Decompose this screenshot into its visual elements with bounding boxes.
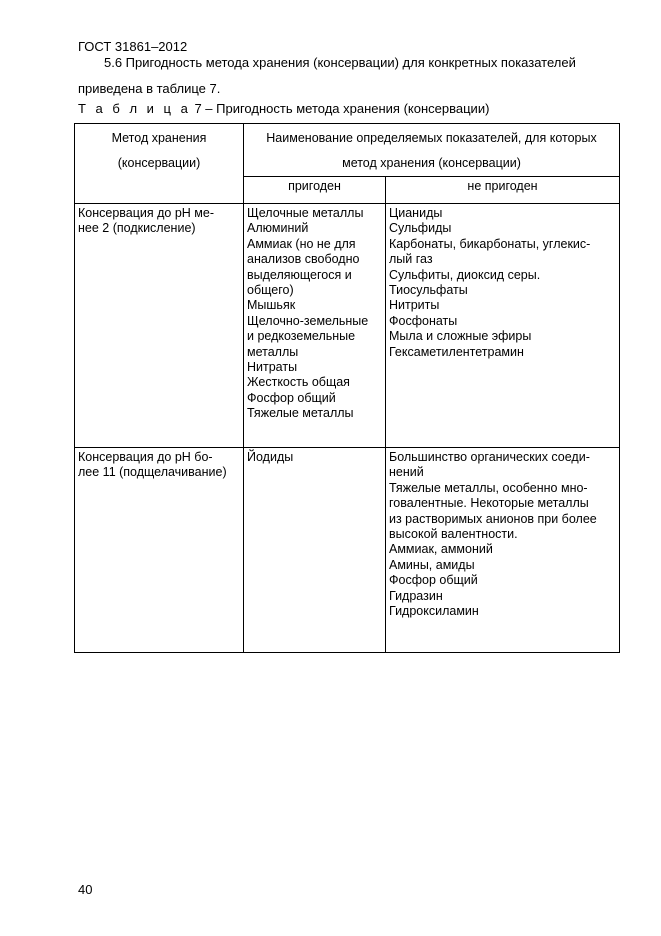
cell-line: Нитриты xyxy=(389,298,440,313)
cell-line: Нитраты xyxy=(247,360,298,375)
intro-line-2: приведена в таблице 7. xyxy=(78,81,221,96)
header-names-text xyxy=(244,124,619,176)
table-row xyxy=(75,448,620,653)
row-suitable-cell xyxy=(244,204,386,448)
row-suitable xyxy=(244,204,385,422)
cell-line: Мыла и сложные эфиры xyxy=(389,329,532,344)
cell-line: высокой валентности. xyxy=(389,527,518,542)
table-header-row xyxy=(75,124,620,177)
cell-line: Йодиды xyxy=(247,450,294,464)
row-unsuitable xyxy=(386,448,619,619)
header-names xyxy=(244,124,620,177)
cell-line: Карбонаты, бикарбонаты, углекис- xyxy=(389,236,591,251)
table-caption xyxy=(78,101,489,116)
header-names-line: Наименование определяемых показателей, для которых xyxy=(266,131,597,145)
cell-line: выделяющегося и xyxy=(247,267,352,282)
cell-line: Щелочные металлы xyxy=(247,206,364,220)
cell-line: лее 11 (подщелачивание) xyxy=(78,465,227,480)
cell-line: общего) xyxy=(247,283,294,298)
row-unsuitable xyxy=(386,204,619,360)
cell-line: Амины, амиды xyxy=(389,557,475,572)
cell-line: Мышьяк xyxy=(247,298,296,313)
header-unsuitable-text: не пригоден xyxy=(467,179,538,193)
caption-label: Т а б л и ц а xyxy=(78,101,191,116)
header-unsuitable xyxy=(386,177,620,204)
cell-line: Сульфиты, диоксид серы. xyxy=(389,267,541,282)
caption-text: – Пригодность метода хранения (консервации) xyxy=(205,101,490,116)
row-unsuitable-cell xyxy=(386,204,620,448)
cell-line: Цианиды xyxy=(389,206,443,220)
row-suitable xyxy=(244,448,385,465)
header-suitable xyxy=(244,177,386,204)
page-number: 40 xyxy=(78,882,93,897)
cell-line: Консервация до рН ме- xyxy=(78,206,215,220)
cell-line: металлы xyxy=(247,344,299,359)
cell-line: Фосфонаты xyxy=(389,313,458,328)
cell-line: Гексаметилентетрамин xyxy=(389,344,524,359)
header-method-line: Метод хранения xyxy=(111,131,207,145)
suitability-table xyxy=(74,123,620,653)
intro-line-1: 5.6 Пригодность метода хранения (консервации) для конкретных показателей xyxy=(104,55,576,70)
header-method-line: (консервации) xyxy=(117,156,201,170)
cell-line: Щелочно-земельные xyxy=(247,313,369,328)
cell-line: Гидроксиламин xyxy=(389,604,479,619)
cell-line: Тяжелые металлы, особенно мно- xyxy=(389,480,588,495)
row-method xyxy=(75,448,243,481)
cell-line: Гидразин xyxy=(389,588,443,603)
row-method xyxy=(75,204,243,237)
cell-line: Фосфор общий xyxy=(247,390,336,405)
header-names-line: метод хранения (консервации) xyxy=(342,156,521,170)
header-method-text xyxy=(75,124,243,176)
row-method-cell xyxy=(75,204,244,448)
table-row xyxy=(75,204,620,448)
cell-line: лый газ xyxy=(389,252,433,267)
cell-line: из растворимых анионов при более xyxy=(389,511,597,526)
cell-line: Жесткость общая xyxy=(247,375,350,390)
cell-line: Фосфор общий xyxy=(389,573,478,588)
cell-line: Тяжелые металлы xyxy=(247,406,354,421)
cell-line: нее 2 (подкисление) xyxy=(78,221,196,236)
cell-line: и редкоземельные xyxy=(247,329,356,344)
document-header: ГОСТ 31861–2012 xyxy=(78,39,188,54)
row-unsuitable-cell xyxy=(386,448,620,653)
cell-line: Алюминий xyxy=(247,221,309,236)
row-suitable-cell xyxy=(244,448,386,653)
row-method-cell xyxy=(75,448,244,653)
cell-line: Аммиак (но не для xyxy=(247,236,356,251)
cell-line: анализов свободно xyxy=(247,252,360,267)
cell-line: говалентные. Некоторые металлы xyxy=(389,496,589,511)
cell-line: Сульфиды xyxy=(389,221,452,236)
cell-line: Большинство органических соеди- xyxy=(389,450,590,464)
cell-line: Тиосульфаты xyxy=(389,283,468,298)
cell-line: нений xyxy=(389,465,424,480)
header-suitable-text: пригоден xyxy=(288,179,341,193)
cell-line: Консервация до рН бо- xyxy=(78,450,213,464)
caption-number: 7 xyxy=(194,101,202,116)
header-method xyxy=(75,124,244,204)
cell-line: Аммиак, аммоний xyxy=(389,542,493,557)
